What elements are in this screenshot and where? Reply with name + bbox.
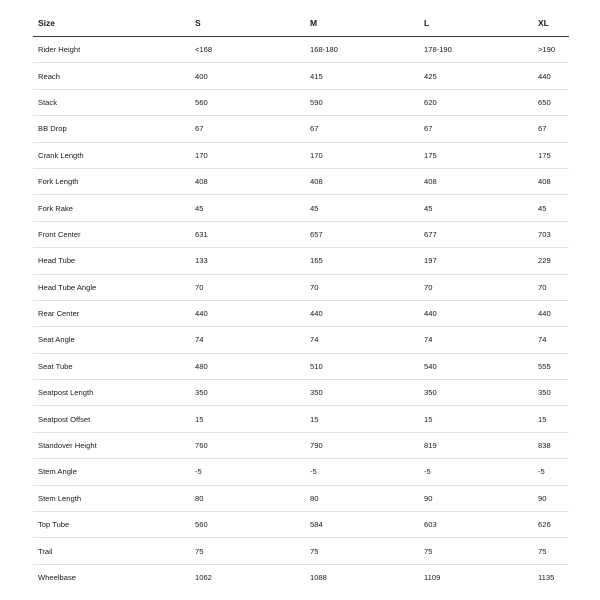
cell-m: 790 [305, 432, 419, 458]
table-row [33, 274, 569, 300]
cell-m: -5 [305, 459, 419, 485]
table-row [33, 353, 569, 379]
cell-xl: 75 [533, 538, 569, 564]
cell-l: 440 [419, 300, 533, 326]
row-label: Seat Tube [33, 353, 190, 379]
cell-m: 75 [305, 538, 419, 564]
cell-l: 74 [419, 327, 533, 353]
table-row [33, 406, 569, 432]
cell-l: 408 [419, 168, 533, 194]
cell-m: 80 [305, 485, 419, 511]
cell-l: -5 [419, 459, 533, 485]
cell-s: 133 [190, 248, 305, 274]
cell-s: 15 [190, 406, 305, 432]
table-row [33, 512, 569, 538]
row-label: Front Center [33, 221, 190, 247]
cell-xl: 229 [533, 248, 569, 274]
cell-s: 45 [190, 195, 305, 221]
header-xl: XL [533, 10, 569, 37]
row-label: Head Tube Angle [33, 274, 190, 300]
row-label: Fork Length [33, 168, 190, 194]
cell-l: 70 [419, 274, 533, 300]
row-label: Seat Angle [33, 327, 190, 353]
cell-s: 440 [190, 300, 305, 326]
cell-l: 425 [419, 63, 533, 89]
header-s: S [190, 10, 305, 37]
table-row [33, 380, 569, 406]
cell-s: 74 [190, 327, 305, 353]
table-header [33, 10, 569, 37]
cell-xl: 626 [533, 512, 569, 538]
cell-l: 197 [419, 248, 533, 274]
cell-s: 631 [190, 221, 305, 247]
cell-m: 168-180 [305, 37, 419, 63]
cell-m: 590 [305, 89, 419, 115]
header-m: M [305, 10, 419, 37]
row-label: Seatpost Offset [33, 406, 190, 432]
table-row [33, 142, 569, 168]
cell-s: <168 [190, 37, 305, 63]
cell-s: 480 [190, 353, 305, 379]
row-label: Stem Angle [33, 459, 190, 485]
cell-m: 15 [305, 406, 419, 432]
cell-xl: 15 [533, 406, 569, 432]
table-row [33, 300, 569, 326]
cell-l: 620 [419, 89, 533, 115]
cell-l: 67 [419, 116, 533, 142]
cell-xl: 350 [533, 380, 569, 406]
cell-l: 175 [419, 142, 533, 168]
cell-l: 350 [419, 380, 533, 406]
cell-xl: 838 [533, 432, 569, 458]
cell-s: 400 [190, 63, 305, 89]
cell-s: 75 [190, 538, 305, 564]
cell-xl: 555 [533, 353, 569, 379]
cell-s: 170 [190, 142, 305, 168]
cell-m: 165 [305, 248, 419, 274]
header-size: Size [33, 10, 190, 37]
cell-m: 510 [305, 353, 419, 379]
cell-xl: 440 [533, 63, 569, 89]
cell-xl: 650 [533, 89, 569, 115]
cell-l: 540 [419, 353, 533, 379]
cell-s: 70 [190, 274, 305, 300]
cell-l: 819 [419, 432, 533, 458]
table-row [33, 327, 569, 353]
cell-m: 584 [305, 512, 419, 538]
row-label: Trail [33, 538, 190, 564]
row-label: Standover Height [33, 432, 190, 458]
cell-m: 350 [305, 380, 419, 406]
cell-m: 74 [305, 327, 419, 353]
table-row [33, 116, 569, 142]
table-row [33, 221, 569, 247]
cell-xl: 45 [533, 195, 569, 221]
cell-l: 178-190 [419, 37, 533, 63]
cell-xl: -5 [533, 459, 569, 485]
header-row [33, 10, 569, 37]
cell-l: 1109 [424, 573, 441, 582]
cell-s: 67 [190, 116, 305, 142]
table-row [33, 485, 569, 511]
cell-m: 657 [305, 221, 419, 247]
table-row [33, 63, 569, 89]
cell-s: 760 [190, 432, 305, 458]
row-label: Reach [33, 63, 190, 89]
row-label: Rider Height [33, 37, 190, 63]
row-label: Top Tube [33, 512, 190, 538]
cell-l: 677 [419, 221, 533, 247]
cell-m: 440 [305, 300, 419, 326]
row-label: Fork Rake [33, 195, 190, 221]
table-row [33, 459, 569, 485]
table-row [33, 195, 569, 221]
cell-m: 415 [305, 63, 419, 89]
cell-l: 603 [419, 512, 533, 538]
cell-xl: 440 [533, 300, 569, 326]
cell-m: 170 [305, 142, 419, 168]
cell-s: 408 [190, 168, 305, 194]
row-label: Stack [33, 89, 190, 115]
table-row [33, 37, 569, 63]
row-label: Crank Length [33, 142, 190, 168]
cell-l: 15 [419, 406, 533, 432]
geometry-table [33, 10, 569, 590]
cell-xl: 408 [533, 168, 569, 194]
cell-s: -5 [190, 459, 305, 485]
table-row [33, 168, 569, 194]
table-row [33, 564, 569, 590]
row-label: Stem Length [33, 485, 190, 511]
row-label: BB Drop [33, 116, 190, 142]
cell-m: 1088 [310, 573, 327, 582]
table-body [33, 37, 569, 591]
header-l: L [419, 10, 533, 37]
table-row [33, 432, 569, 458]
table-row [33, 248, 569, 274]
cell-m: 45 [305, 195, 419, 221]
table-row [33, 538, 569, 564]
cell-l: 75 [419, 538, 533, 564]
row-label: Rear Center [33, 300, 190, 326]
cell-s: 560 [190, 89, 305, 115]
cell-xl: 67 [533, 116, 569, 142]
cell-xl: 70 [533, 274, 569, 300]
cell-s: 80 [190, 485, 305, 511]
cell-xl: 703 [533, 221, 569, 247]
cell-xl: >190 [533, 37, 569, 63]
cell-xl: 175 [533, 142, 569, 168]
cell-l: 90 [419, 485, 533, 511]
cell-xl: 1135 [538, 573, 555, 582]
cell-s: 560 [190, 512, 305, 538]
cell-s: 1062 [195, 573, 212, 582]
cell-xl: 74 [533, 327, 569, 353]
table-row [33, 89, 569, 115]
cell-m: 67 [305, 116, 419, 142]
row-label: Seatpost Length [33, 380, 190, 406]
row-label: Wheelbase [38, 573, 76, 582]
cell-m: 70 [305, 274, 419, 300]
cell-l: 45 [419, 195, 533, 221]
row-label: Head Tube [33, 248, 190, 274]
cell-m: 408 [305, 168, 419, 194]
cell-xl: 90 [533, 485, 569, 511]
cell-s: 350 [190, 380, 305, 406]
